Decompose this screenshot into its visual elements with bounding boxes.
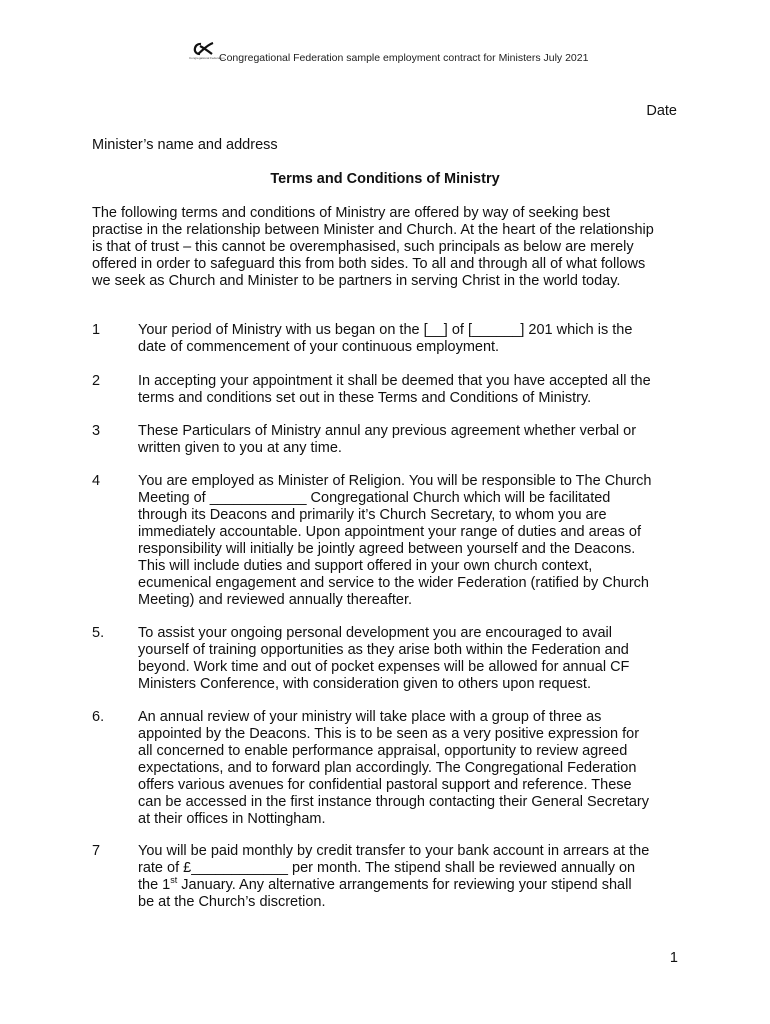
clause-line: written given to you at any time. <box>138 440 342 456</box>
clause-number: 4 <box>92 473 101 489</box>
header-title: Congregational Federation sample employment contract for Ministers July 2021 <box>219 52 589 64</box>
page-header <box>189 42 588 64</box>
clause-text <box>138 709 698 828</box>
clause-number: 1 <box>92 322 101 338</box>
clause-line: ecumenical engagement and service to the wider Federation (ratified by Church <box>138 575 649 591</box>
clause-text <box>138 373 698 407</box>
clause-line: all concerned to enable performance appraisal, opportunity to review agreed <box>138 743 628 759</box>
clause-number: 6. <box>92 709 105 725</box>
logo-wordmark: Congregational Federation <box>189 56 225 60</box>
clause-number: 2 <box>92 373 101 389</box>
clause-number: 3 <box>92 423 101 439</box>
clause-line: immediately accountable. Upon appointment your range of duties and areas of <box>138 524 641 540</box>
clause-line-part: the 1 <box>138 877 171 893</box>
clause-line: offers various avenues for confidential pastoral support and reference. These <box>138 777 632 793</box>
ordinal-suffix: st <box>170 875 178 886</box>
clause-text <box>138 843 698 911</box>
clause-line: An annual review of your ministry will take place with a group of three as <box>138 709 602 725</box>
clause-line: yourself of training opportunities as they arise both within the Federation and <box>138 642 629 658</box>
clause-line: responsibility will initially be jointly agreed between yourself and the Deacons. <box>138 541 636 557</box>
congregational-federation-logo <box>189 42 225 64</box>
clause-line: be at the Church’s discretion. <box>138 894 326 910</box>
clause-number: 7 <box>92 843 101 859</box>
clause-line: In accepting your appointment it shall be deemed that you have accepted all the <box>138 373 651 389</box>
clause-text <box>138 625 698 693</box>
clause-line: date of commencement of your continuous employment. <box>138 339 500 355</box>
intro-line: offered in order to safeguard this from both sides. To all and through all of what follows <box>92 256 646 272</box>
intro-line: practise in the relationship between Minister and Church. At the heart of the relationship <box>92 222 654 238</box>
clause-line: These Particulars of Ministry annul any previous agreement whether verbal or <box>138 423 637 439</box>
document-heading: Terms and Conditions of Ministry <box>270 171 500 187</box>
clause-line: You are employed as Minister of Religion. You will be responsible to The Church <box>138 473 652 489</box>
clause-line: To assist your ongoing personal development you are encouraged to avail <box>138 625 612 641</box>
intro-line: we seek as Church and Minister to be partners in serving Christ in the world today. <box>92 273 621 289</box>
clause-line <box>138 877 698 894</box>
clause-line: Meeting) and reviewed annually thereafter. <box>138 592 413 608</box>
clause-line: rate of £____________ per month. The stipend shall be reviewed annually on <box>138 860 636 876</box>
clause-line: Meeting of ____________ Congregational Church which will be facilitated <box>138 490 611 506</box>
intro-paragraph <box>92 205 692 290</box>
clause-line: Ministers Conference, with consideration given to others upon request. <box>138 676 591 692</box>
clause-line: through its Deacons and primarily it’s Church Secretary, to whom you are <box>138 507 607 523</box>
clause-line-part: January. Any alternative arrangements for reviewing your stipend shall <box>177 877 632 893</box>
intro-line: is that of trust – this cannot be overemphasised, such principals as below are merely <box>92 239 634 255</box>
page-number: 1 <box>669 950 678 966</box>
clause-line: beyond. Work time and out of pocket expenses will be allowed for annual CF <box>138 659 630 675</box>
clause-line: Your period of Ministry with us began on the [__] of [______] 201 which is the <box>138 322 633 338</box>
minister-name-address-label: Minister’s name and address <box>92 137 278 153</box>
clause-line: at their offices in Nottingham. <box>138 811 326 827</box>
clause-line: can be accessed in the first instance through contacting their General Secretary <box>138 794 650 810</box>
intro-line: The following terms and conditions of Ministry are offered by way of seeking best <box>92 205 610 221</box>
date-label: Date <box>646 103 677 119</box>
clause-line: terms and conditions set out in these Terms and Conditions of Ministry. <box>138 390 592 406</box>
clause-text <box>138 322 698 356</box>
clause-line: This will include duties and support offered in your own church context, <box>138 558 593 574</box>
clause-line: appointed by the Deacons. This is to be seen as a very positive expression for <box>138 726 640 742</box>
clause-number: 5. <box>92 625 105 641</box>
clause-line: You will be paid monthly by credit transfer to your bank account in arrears at the <box>138 843 650 859</box>
clause-text <box>138 473 698 609</box>
clause-text <box>138 423 698 457</box>
clause-line: expectations, and to forward plan accordingly. The Congregational Federation <box>138 760 637 776</box>
